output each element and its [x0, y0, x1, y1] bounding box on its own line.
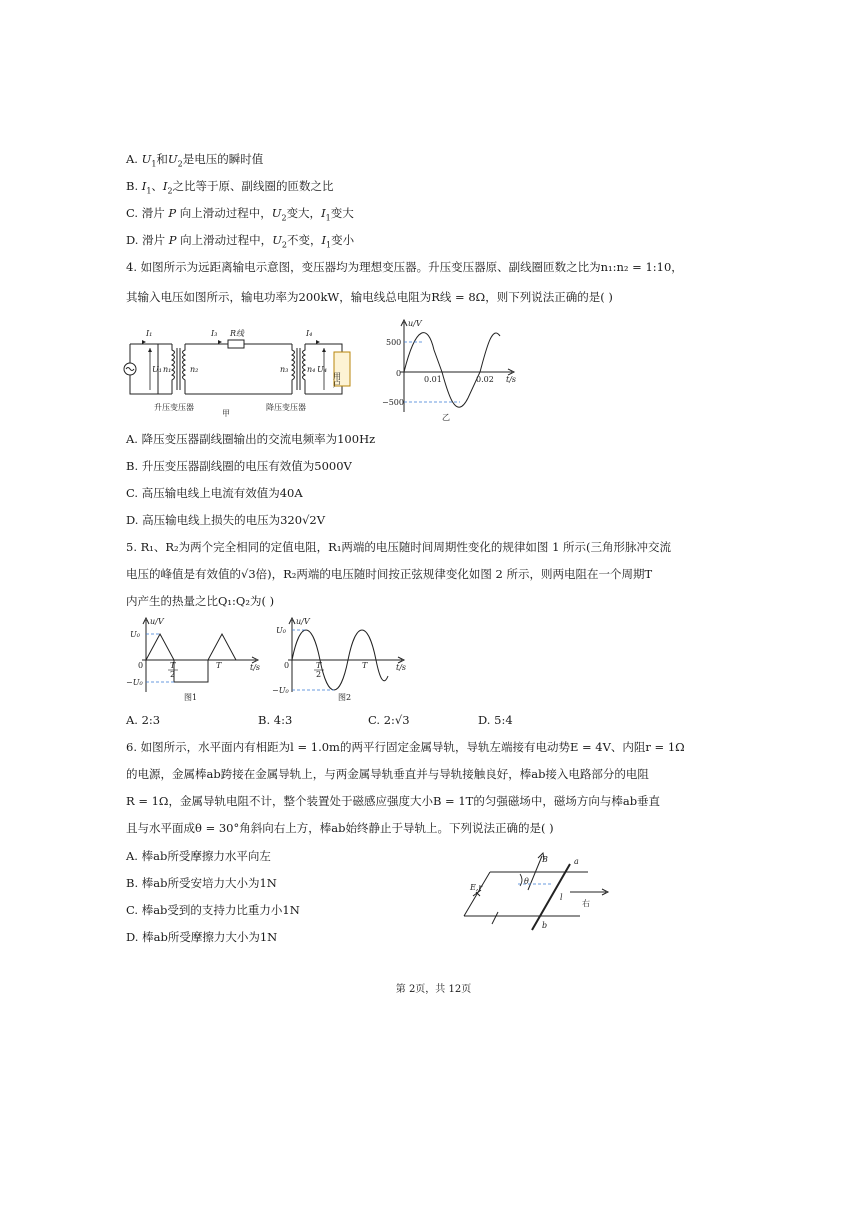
- q5-stem-line2: 电压的峰值是有效值的√3倍)，R₂两端的电压随时间按正弦规律变化如图 2 所示，则两电阻在一个周期T: [126, 567, 653, 581]
- q3-option-a: A. $U_1$和$U_2$是电压的瞬时值: [126, 152, 264, 169]
- q5-stem-line3: 内产生的热量之比Q₁:Q₂为( ): [126, 594, 275, 608]
- label-u1: U₁: [152, 365, 162, 374]
- fig2-u0: U₀: [276, 626, 286, 635]
- graph-zero: 0: [396, 369, 402, 378]
- q5-figure-2: [272, 616, 412, 706]
- fig1-zero: 0: [138, 661, 144, 670]
- label-u4: U₄: [317, 365, 327, 374]
- label-theta: θ: [524, 877, 529, 886]
- fig1-t: T: [216, 661, 222, 670]
- graph-v500: 500: [386, 338, 402, 347]
- label-step-down: 降压变压器: [266, 403, 306, 412]
- q6-stem-line4: 且与水平面成θ = 30°角斜向右上方，棒ab始终静止于导轨上。下列说法正确的是( ): [126, 821, 554, 835]
- label-emf: E,r: [470, 883, 483, 892]
- q3-option-b: B. $I_1$、$I_2$之比等于原、副线圈的匝数之比: [126, 179, 334, 196]
- label-l: l: [560, 893, 563, 902]
- label-step-up: 升压变压器: [154, 403, 194, 412]
- q4-option-a: A. 降压变压器副线圈输出的交流电频率为100Hz: [126, 432, 376, 446]
- label-i4: I₄: [306, 329, 313, 338]
- graph-t001: 0.01: [424, 375, 442, 384]
- fig2-yaxis: u/V: [296, 617, 310, 626]
- q4-option-c: C. 高压输电线上电流有效值为40A: [126, 486, 303, 500]
- graph-t002: 0.02: [476, 375, 494, 384]
- q5-option-c: C. 2:√3: [368, 713, 410, 727]
- fig1-xaxis: t/s: [250, 663, 261, 672]
- label-n3: n₃: [280, 365, 289, 374]
- label-b-field: B: [542, 855, 548, 864]
- fig1-t-den: 2: [170, 670, 176, 679]
- q4-stem-line2: 其输入电压如图所示，输电功率为200kW，输电线总电阻为R线 = 8Ω，则下列说法正确的是( ): [126, 290, 613, 304]
- q6-option-c: C. 棒ab受到的支持力比重力小1N: [126, 903, 300, 917]
- page-footer: 第 2页，共 12页: [395, 984, 472, 995]
- label-jia: 甲: [222, 409, 230, 418]
- fig1-neg-u0: −U₀: [126, 678, 143, 687]
- q6-option-b: B. 棒ab所受安培力大小为1N: [126, 876, 277, 890]
- q6-rail-diagram: [460, 850, 620, 940]
- q4-circuit-diagram: [120, 322, 360, 422]
- q6-option-d: D. 棒ab所受摩擦力大小为1N: [126, 930, 278, 944]
- label-n4: n₄: [307, 365, 316, 374]
- q6-stem-line3: R = 1Ω，金属导轨电阻不计，整个装置处于磁感应强度大小B = 1T的匀强磁场中，磁场方向与棒ab垂直: [126, 794, 661, 808]
- q5-figure-1: [126, 616, 266, 706]
- fig2-t-num: T: [316, 661, 322, 670]
- graph-xaxis: t/s: [506, 375, 517, 384]
- q6-stem-line2: 的电源，金属棒ab跨接在金属导轨上，与两金属导轨垂直并与导轨接触良好，棒ab接入电路部分的电阻: [126, 767, 649, 781]
- fig1-caption: 图1: [184, 693, 198, 702]
- fig1-yaxis: u/V: [150, 617, 164, 626]
- fig2-neg-u0: −U₀: [272, 686, 289, 695]
- graph-vneg500: −500: [382, 398, 404, 407]
- fig2-caption: 图2: [338, 693, 352, 702]
- label-r: R线: [230, 329, 245, 338]
- graph-yi: 乙: [442, 413, 450, 422]
- label-a: a: [574, 857, 579, 866]
- q5-stem-line1: 5. R₁、R₂为两个完全相同的定值电阻，R₁两端的电压随时间周期性变化的规律如图 1 所示(三角形脉冲交流: [126, 540, 672, 554]
- q5-option-a: A. 2:3: [126, 713, 161, 727]
- graph-yaxis: u/V: [408, 319, 422, 328]
- label-right: 右: [582, 899, 590, 908]
- label-i3: I₃: [211, 329, 218, 338]
- fig2-t: T: [362, 661, 368, 670]
- q4-voltage-graph: [372, 316, 522, 426]
- label-b-end: b: [542, 921, 548, 930]
- label-i1: I₁: [146, 329, 153, 338]
- q6-option-a: A. 棒ab所受摩擦力水平向左: [126, 849, 271, 863]
- q4-option-b: B. 升压变压器副线圈的电压有效值为5000V: [126, 459, 352, 473]
- q3-option-d: D. 滑片 P 向上滑动过程中，$U_2$不变，$I_1$变小: [126, 233, 355, 250]
- q5-option-b: B. 4:3: [258, 713, 293, 727]
- label-n1: n₁: [163, 365, 172, 374]
- q3-option-c: C. 滑片 P 向上滑动过程中，$U_2$变大，$I_1$变大: [126, 206, 354, 223]
- fig1-t-num: T: [170, 661, 176, 670]
- fig2-zero: 0: [284, 661, 290, 670]
- q4-option-d: D. 高压输电线上损失的电压为320√2V: [126, 513, 326, 527]
- label-load: 用户: [332, 372, 342, 388]
- label-n2: n₂: [190, 365, 199, 374]
- q5-option-d: D. 5:4: [478, 713, 513, 727]
- fig2-xaxis: t/s: [396, 663, 407, 672]
- q6-stem-line1: 6. 如图所示，水平面内有相距为l = 1.0m的两平行固定金属导轨，导轨左端接有电动势E = 4V、内阻r = 1Ω: [126, 740, 685, 754]
- fig1-u0: U₀: [130, 630, 140, 639]
- q4-stem-line1: 4. 如图所示为远距离输电示意图，变压器均为理想变压器。升压变压器原、副线圈匝数之比为n₁:n₂ = 1:10，: [126, 260, 683, 274]
- fig2-t-den: 2: [316, 670, 322, 679]
